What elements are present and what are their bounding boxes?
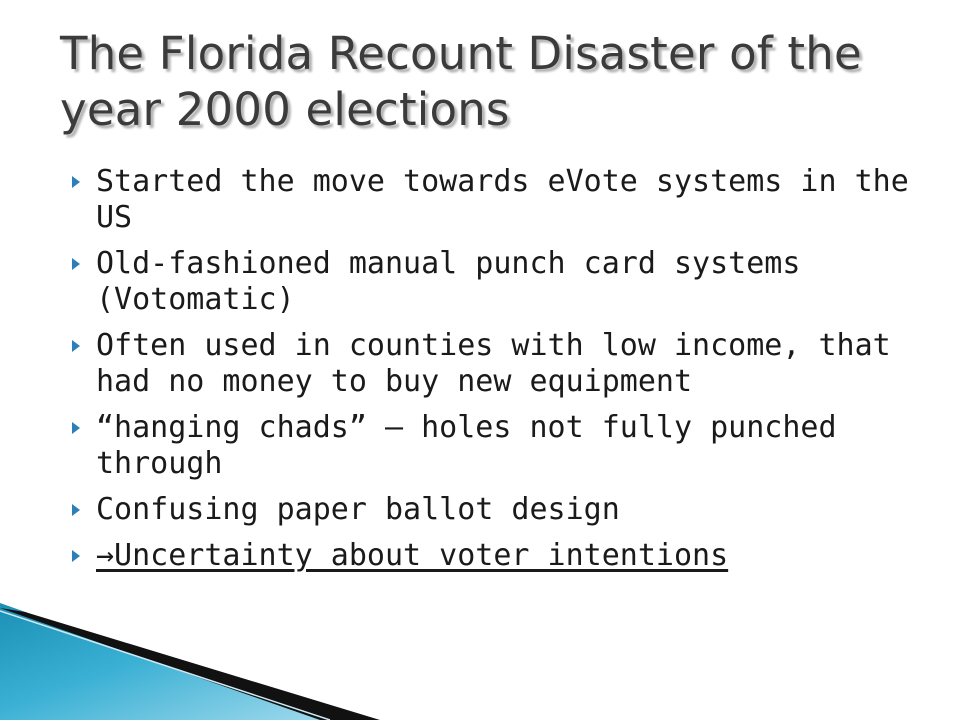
bullet-item — [72, 328, 932, 400]
bullet-text: Old-fashioned manual punch card systems (Votomatic) — [96, 246, 801, 317]
bullet-arrow-icon — [72, 422, 80, 434]
bullet-item — [72, 492, 932, 528]
bullet-text: Started the move towards eVote systems in the US — [96, 164, 909, 235]
bullet-list — [72, 164, 932, 584]
bullet-arrow-icon — [72, 258, 80, 270]
slide-title: The Florida Recount Disaster of the year 2000 elections — [60, 27, 862, 136]
bullet-item — [72, 164, 932, 236]
bullet-item — [72, 410, 932, 482]
bullet-item — [72, 246, 932, 318]
bullet-arrow-icon — [72, 504, 80, 516]
bullet-text: “hanging chads” – holes not fully punched through — [96, 410, 837, 481]
bullet-arrow-icon — [72, 340, 80, 352]
bullet-item — [72, 538, 932, 574]
bullet-text: Often used in counties with low income, that had no money to buy new equipment — [96, 328, 891, 399]
bullet-text: Confusing paper ballot design — [96, 492, 620, 527]
bullet-arrow-icon — [72, 550, 80, 562]
bullet-arrow-icon — [72, 176, 80, 188]
bullet-text: →Uncertainty about voter intentions — [96, 538, 729, 573]
